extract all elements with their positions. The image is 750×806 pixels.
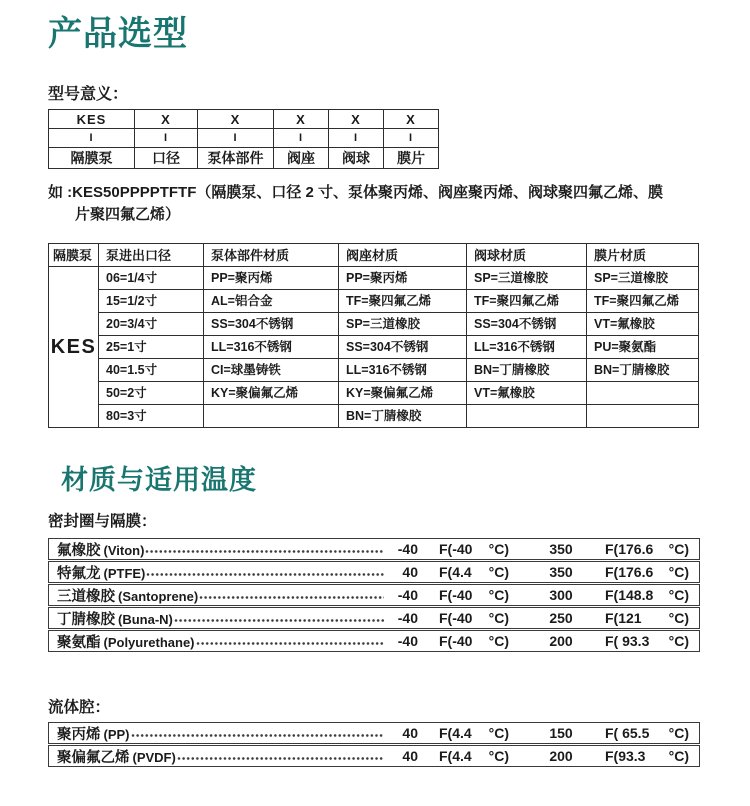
- max-temp-c-value: F( 65.5: [605, 725, 650, 741]
- materials-cell: 15=1/2寸: [99, 290, 204, 313]
- materials-header-cell: 泵进出口径: [99, 244, 204, 267]
- min-temp-c-value: F(-40: [439, 633, 473, 649]
- material-name-en: (Polyurethane): [103, 634, 195, 650]
- max-temp-f: 300: [549, 587, 573, 603]
- min-temp-f: 40: [402, 748, 418, 764]
- materials-header-cell: 膜片材质: [587, 244, 699, 267]
- model-code-cell: X: [198, 110, 274, 129]
- materials-cell: SP=三道橡胶: [587, 267, 699, 290]
- model-name-cell: 隔膜泵: [49, 148, 135, 169]
- material-name-cn: 聚氨酯: [57, 634, 101, 651]
- dot-leader: [145, 549, 384, 554]
- material-name-cn: 三道橡胶: [57, 588, 115, 605]
- model-name-row: [49, 148, 439, 169]
- min-temp-c-value: F(-40: [439, 587, 473, 603]
- max-temp-c-value: F(148.8: [605, 587, 654, 603]
- temp-row: [48, 722, 700, 744]
- celsius-unit: °C): [488, 587, 509, 603]
- celsius-unit: °C): [488, 541, 509, 557]
- celsius-unit: °C): [488, 564, 509, 580]
- max-temp-f: 350: [549, 541, 573, 557]
- materials-cell: TF=聚四氟乙烯: [339, 290, 467, 313]
- model-meaning-label: 型号意义：: [48, 86, 129, 103]
- celsius-unit: °C): [488, 610, 509, 626]
- materials-cell: KY=聚偏氟乙烯: [339, 382, 467, 405]
- max-temp-f: 200: [549, 633, 573, 649]
- max-temp-c: [605, 587, 689, 603]
- materials-cell: SP=三道橡胶: [339, 313, 467, 336]
- materials-cell: SS=304不锈钢: [467, 313, 587, 336]
- materials-cell: SS=304不锈钢: [339, 336, 467, 359]
- min-temp-c: [439, 633, 509, 649]
- series-label-cell: KES: [49, 267, 99, 428]
- material-name-cn: 聚丙烯: [57, 726, 101, 743]
- fluid-chamber-label: 流体腔：: [48, 699, 111, 716]
- celsius-unit: °C): [488, 748, 509, 764]
- materials-header-cell: 阀球材质: [467, 244, 587, 267]
- materials-cell: [204, 405, 339, 428]
- materials-cell: 50=2寸: [99, 382, 204, 405]
- dot-leader: [174, 618, 384, 623]
- temp-row: [48, 538, 700, 560]
- materials-cell: TF=聚四氟乙烯: [587, 290, 699, 313]
- material-name-en: (Viton): [103, 542, 145, 558]
- materials-row: [49, 382, 699, 405]
- materials-cell: [467, 405, 587, 428]
- material-name: [57, 723, 130, 744]
- materials-cell: LL=316不锈钢: [467, 336, 587, 359]
- materials-cell: VT=氟橡胶: [587, 313, 699, 336]
- material-name-cn: 特氟龙: [57, 565, 101, 582]
- materials-cell: 80=3寸: [99, 405, 204, 428]
- temp-row: [48, 630, 700, 652]
- page-title: 产品选型: [48, 15, 188, 53]
- model-code-cell: KES: [49, 110, 135, 129]
- celsius-unit: °C): [668, 748, 689, 764]
- material-name: [57, 539, 144, 560]
- dot-leader: [199, 595, 384, 600]
- max-temp-c-value: F(176.6: [605, 541, 654, 557]
- material-name-cn: 聚偏氟乙烯: [57, 749, 130, 766]
- model-name-cell: 阀球: [329, 148, 384, 169]
- materials-row: [49, 336, 699, 359]
- dot-leader: [196, 641, 384, 646]
- bar-cell: I: [329, 129, 384, 148]
- model-code-cell: X: [384, 110, 439, 129]
- model-bar-row: [49, 129, 439, 148]
- temperature-section-title: 材质与适用温度: [61, 465, 257, 495]
- celsius-unit: °C): [668, 610, 689, 626]
- materials-cell: BN=丁腈橡胶: [339, 405, 467, 428]
- model-name-cell: 口径: [135, 148, 198, 169]
- model-code-cell: X: [329, 110, 384, 129]
- celsius-unit: °C): [488, 633, 509, 649]
- bar-cell: I: [384, 129, 439, 148]
- materials-cell: 06=1/4寸: [99, 267, 204, 290]
- materials-row: [49, 313, 699, 336]
- materials-header-cell: 隔膜泵: [49, 244, 99, 267]
- max-temp-c-value: F( 93.3: [605, 633, 650, 649]
- celsius-unit: °C): [488, 725, 509, 741]
- min-temp-c: [439, 610, 509, 626]
- min-temp-c-value: F(-40: [439, 541, 473, 557]
- materials-row: [49, 359, 699, 382]
- materials-cell: CI=球墨铸铁: [204, 359, 339, 382]
- min-temp-f: -40: [397, 633, 418, 649]
- model-example: [48, 182, 705, 226]
- material-name: [57, 631, 195, 652]
- material-name: [57, 608, 173, 629]
- min-temp-f: 40: [402, 725, 418, 741]
- materials-cell: LL=316不锈钢: [204, 336, 339, 359]
- dot-leader: [131, 733, 385, 738]
- model-code-cell: X: [135, 110, 198, 129]
- materials-cell: 20=3/4寸: [99, 313, 204, 336]
- model-name-cell: 阀座: [274, 148, 329, 169]
- material-name-en: (PTFE): [103, 565, 146, 581]
- materials-cell: TF=聚四氟乙烯: [467, 290, 587, 313]
- seal-diaphragm-label: 密封圈与隔膜：: [48, 513, 157, 530]
- celsius-unit: °C): [668, 633, 689, 649]
- model-name-cell: 泵体部件: [198, 148, 274, 169]
- model-example-line1: 如 :KES50PPPPTFTF（隔膜泵、口径 2 寸、泵体聚丙烯、阀座聚丙烯、阀球聚四氟乙烯、膜: [48, 184, 664, 201]
- materials-cell: SP=三道橡胶: [467, 267, 587, 290]
- materials-cell: BN=丁腈橡胶: [587, 359, 699, 382]
- min-temp-c-value: F(4.4: [439, 748, 472, 764]
- min-temp-f: 40: [402, 564, 418, 580]
- bar-cell: I: [198, 129, 274, 148]
- min-temp-c-value: F(4.4: [439, 564, 472, 580]
- min-temp-f: -40: [397, 587, 418, 603]
- dot-leader: [177, 756, 384, 761]
- material-name: [57, 585, 198, 606]
- material-name-en: (PP): [103, 726, 130, 742]
- min-temp-c: [439, 748, 509, 764]
- materials-cell: VT=氟橡胶: [467, 382, 587, 405]
- material-name-en: (Buna-N): [118, 611, 173, 627]
- max-temp-c: [605, 541, 689, 557]
- bar-cell: I: [274, 129, 329, 148]
- materials-row: [49, 290, 699, 313]
- materials-cell: 25=1寸: [99, 336, 204, 359]
- min-temp-f: -40: [397, 610, 418, 626]
- max-temp-c: [605, 564, 689, 580]
- material-name-en: (PVDF): [132, 749, 176, 765]
- materials-row: [49, 405, 699, 428]
- material-name-en: (Santoprene): [118, 588, 199, 604]
- materials-cell: [587, 382, 699, 405]
- celsius-unit: °C): [668, 587, 689, 603]
- max-temp-c-value: F(93.3: [605, 748, 646, 764]
- materials-cell: LL=316不锈钢: [339, 359, 467, 382]
- max-temp-c: [605, 610, 689, 626]
- max-temp-f: 350: [549, 564, 573, 580]
- min-temp-f: -40: [397, 541, 418, 557]
- materials-cell: KY=聚偏氟乙烯: [204, 382, 339, 405]
- material-name: [57, 562, 145, 583]
- min-temp-c: [439, 587, 509, 603]
- max-temp-f: 150: [549, 725, 573, 741]
- max-temp-c: [605, 633, 689, 649]
- materials-cell: [587, 405, 699, 428]
- materials-cell: PP=聚丙烯: [339, 267, 467, 290]
- max-temp-c: [605, 748, 689, 764]
- material-name-cn: 氟橡胶: [57, 542, 101, 559]
- celsius-unit: °C): [668, 564, 689, 580]
- materials-cell: AL=铝合金: [204, 290, 339, 313]
- temp-row: [48, 745, 700, 767]
- celsius-unit: °C): [668, 541, 689, 557]
- materials-cell: BN=丁腈橡胶: [467, 359, 587, 382]
- max-temp-f: 200: [549, 748, 573, 764]
- min-temp-c: [439, 725, 509, 741]
- materials-cell: PU=聚氨酯: [587, 336, 699, 359]
- temp-row: [48, 584, 700, 606]
- materials-selection-table: [48, 243, 699, 428]
- temp-row: [48, 607, 700, 629]
- fluid-chamber-temp-table: [48, 722, 700, 767]
- model-code-row: [49, 110, 439, 129]
- bar-cell: I: [135, 129, 198, 148]
- seal-diaphragm-temp-table: [48, 538, 700, 652]
- max-temp-f: 250: [549, 610, 573, 626]
- min-temp-c-value: F(-40: [439, 610, 473, 626]
- model-code-table: [48, 109, 439, 169]
- model-example-line2: 片聚四氟乙烯）: [75, 206, 181, 223]
- materials-cell: SS=304不锈钢: [204, 313, 339, 336]
- min-temp-c: [439, 564, 509, 580]
- dot-leader: [146, 572, 384, 577]
- materials-header-row: [49, 244, 699, 267]
- model-code-cell: X: [274, 110, 329, 129]
- max-temp-c-value: F(176.6: [605, 564, 654, 580]
- min-temp-c-value: F(4.4: [439, 725, 472, 741]
- max-temp-c-value: F(121: [605, 610, 642, 626]
- materials-header-cell: 泵体部件材质: [204, 244, 339, 267]
- model-name-cell: 膜片: [384, 148, 439, 169]
- celsius-unit: °C): [668, 725, 689, 741]
- max-temp-c: [605, 725, 689, 741]
- materials-header-cell: 阀座材质: [339, 244, 467, 267]
- temp-row: [48, 561, 700, 583]
- material-name: [57, 746, 176, 767]
- materials-cell: 40=1.5寸: [99, 359, 204, 382]
- min-temp-c: [439, 541, 509, 557]
- materials-row: [49, 267, 699, 290]
- bar-cell: I: [49, 129, 135, 148]
- materials-cell: PP=聚丙烯: [204, 267, 339, 290]
- material-name-cn: 丁腈橡胶: [57, 611, 115, 628]
